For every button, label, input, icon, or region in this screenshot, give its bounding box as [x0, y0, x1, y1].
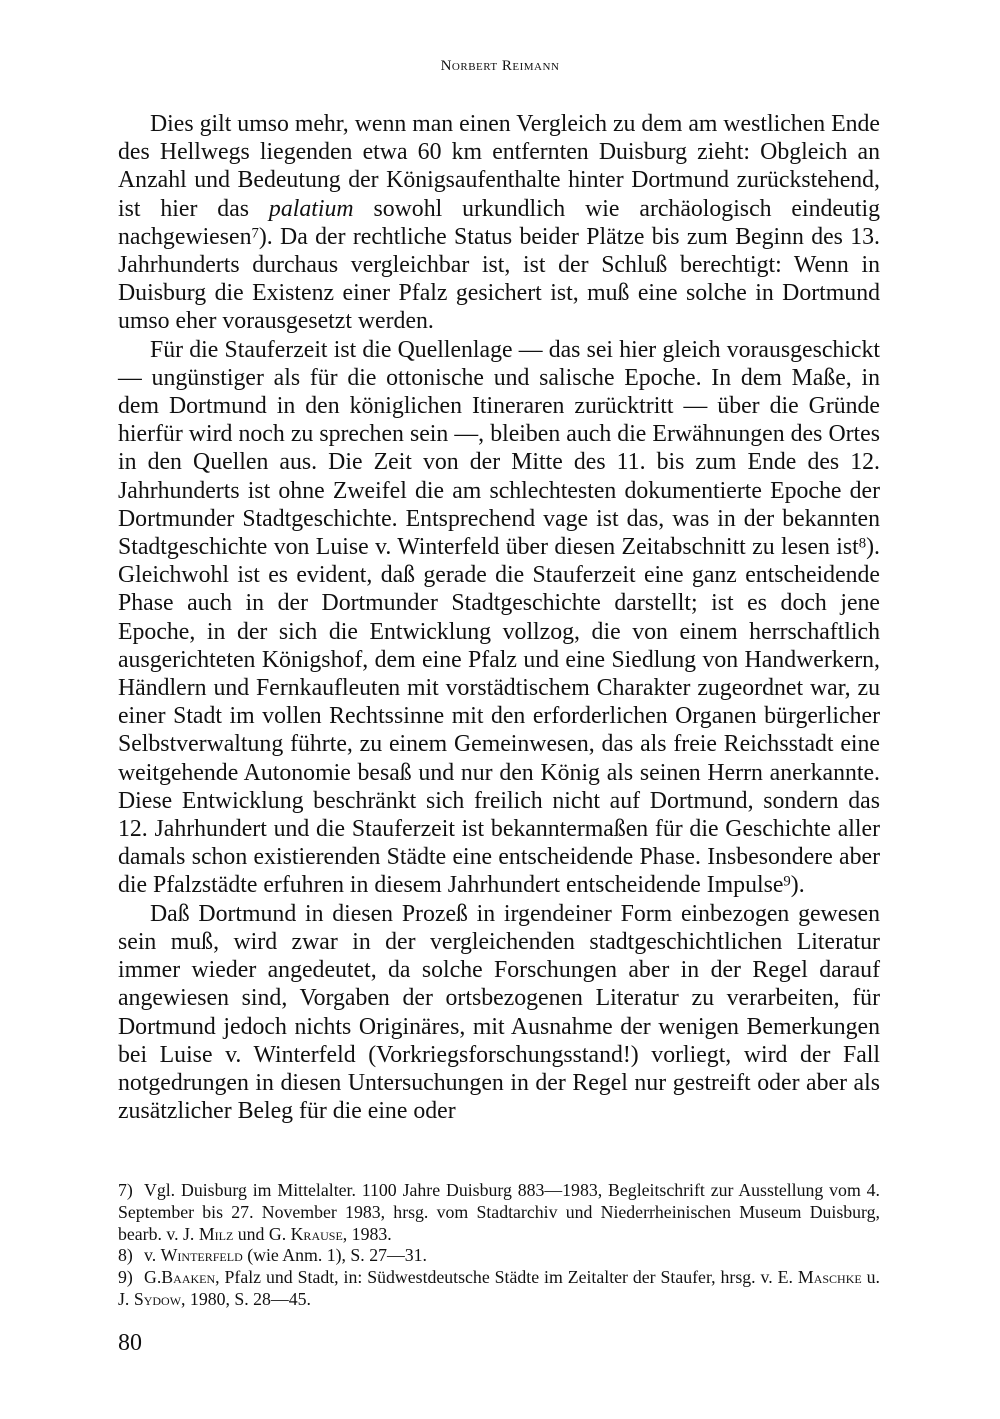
- footnote-9-text-d: , 1980, S. 28—45.: [181, 1288, 311, 1309]
- paragraph-1: [118, 110, 880, 336]
- footnote-7: [118, 1180, 880, 1245]
- paragraph-2: [118, 336, 880, 900]
- footnote-8: [118, 1245, 880, 1267]
- footnote-9-text-b: , Pfalz und Stadt, in: Südwestdeutsche Städte im Zeitalter der Staufer, hrsg. v. E.: [215, 1267, 798, 1288]
- paragraph-1-italic-term: palatium: [268, 195, 354, 222]
- footnote-9: [118, 1267, 880, 1311]
- footnote-ref-7: 7: [251, 225, 259, 242]
- footnote-9-text-a: G.: [144, 1267, 162, 1288]
- running-title: Norbert Reimann: [440, 58, 560, 74]
- footnote-8-text-a: v.: [144, 1245, 161, 1266]
- paragraph-2-text-c: ).: [790, 872, 805, 899]
- footnote-9-author-2: Maschke: [797, 1267, 862, 1288]
- paragraph-3: [118, 900, 880, 1126]
- footnote-7-author-2: Krause: [290, 1223, 343, 1244]
- footnote-ref-9: 9: [783, 873, 791, 890]
- footnote-9-text-c: u. J.: [118, 1267, 881, 1309]
- footnote-7-text-b: und G.: [233, 1223, 291, 1244]
- paragraph-3-text: Daß Dortmund in diesen Prozeß in irgendeiner Form einbezogen gewesen sein muß, wird zwar in der vergleichenden stadtgeschichtlichen Literatur immer wieder angedeutet, da solche Forschungen aber in der Regel darauf angewiesen sind, Vorgaben der ortsbezogenen Literatur zu verarbeiten, für Dortmund jedoch nichts Originäres, mit Ausnahme der wenigen Bemerkungen bei Luise v. Winterfeld (Vorkriegsforschungsstand!) vorliegt, wird der Fall notgedrungen in diesen Untersuchungen in der Regel nur gestreift oder aber als zusätzlicher Beleg für die eine oder: [118, 900, 880, 1125]
- footnote-7-author-1: Milz: [198, 1223, 234, 1244]
- footnote-ref-8: 8: [858, 535, 867, 552]
- footnote-8-marker: 8): [118, 1245, 133, 1266]
- footnote-8-text-b: (wie Anm. 1), S. 27—31.: [242, 1245, 427, 1266]
- footnote-7-marker: 7): [118, 1180, 133, 1200]
- footnote-7-text-a: Vgl. Duisburg im Mittelalter. 1100 Jahre Duisburg 883—1983, Begleitschrift zur Ausstellung vom 4. September bis 27. November 1983, hrsg. vom Stadtarchiv und Niederrheinischen Museum Duisburg, bearb. v. J.: [118, 1180, 880, 1244]
- page-number: 80: [118, 1330, 142, 1356]
- paragraph-2-text-b: ). Gleichwohl ist es evident, daß gerade die Stauferzeit eine ganz entscheidende Phase auch in der Dortmunder Stadtgeschichte darstellt; ist es doch jene Epoche, in der sich die Entwicklung vollzog, die von einem herrschaftlich ausgerichteten Königshof, dem eine Pfalz und eine Siedlung von Handwerkern, Händlern und Fernkaufleuten mit vorstädtischem Charakter zugeordnet war, zu einer Stadt im vollen Rechtssinne mit den erforderlichen Organen bürgerlicher Selbstverwaltung führte, zu einem Gemeinwesen, das als freie Reichsstadt eine weitgehende Autonomie besaß und nur den König als seinen Herrn anerkannte. Diese Entwicklung beschränkt sich freilich nicht auf Dortmund, sondern das 12. Jahrhundert und die Stauferzeit ist bekanntermaßen für die Geschichte aller damals schon existierenden Städte eine entscheidende Phase. Insbesondere aber die Pfalzstädte erfuhren in diesem Jahrhundert entscheidende Impulse: [118, 534, 880, 899]
- footnote-7-text-c: , 1983.: [342, 1223, 392, 1244]
- main-text: [118, 110, 880, 1125]
- paragraph-1-text-b: sowohl urkundlich wie archäologisch eindeutig nachgewiesen: [118, 195, 880, 250]
- running-header: [0, 58, 1000, 75]
- paragraph-1-text-a: Dies gilt umso mehr, wenn man einen Vergleich zu dem am westlichen Ende des Hellwegs liegenden etwa 60 km entfernten Duisburg zieht: Obgleich an Anzahl und Bedeutung der Königsaufenthalte hinter Dortmund zurückstehend, ist hier das: [118, 111, 880, 222]
- footnote-9-author-3: Sydow: [133, 1288, 182, 1309]
- footnotes: [118, 1180, 880, 1311]
- footnote-9-author-1: Baaken: [161, 1267, 216, 1288]
- paragraph-1-text-c: ). Da der rechtliche Status beider Plätze bis zum Beginn des 13. Jahrhunderts durchaus vergleichbar ist, ist der Schluß berechtigt: Wenn in Duisburg die Existenz einer Pfalz gesichert ist, muß eine solche in Dortmund umso eher vorausgesetzt werden.: [118, 223, 880, 335]
- footnote-8-author-1: Winterfeld: [160, 1245, 243, 1266]
- footnote-9-marker: 9): [118, 1267, 133, 1288]
- paragraph-2-text-a: Für die Stauferzeit ist die Quellenlage — das sei hier gleich vorausgeschickt — ungünstiger als für die ottonische und salische Epoche. In dem Maße, in dem Dortmund in den königlichen Itineraren zurücktritt — über die Gründe hierfür wird noch zu sprechen sein —, bleiben auch die Erwähnungen des Ortes in den Quellen aus. Die Zeit von der Mitte des 11. bis zum Ende des 12. Jahrhunderts ist ohne Zweifel die am schlechtesten dokumentierte Epoche der Dortmunder Stadtgeschichte. Entsprechend vage ist das, was in der bekannten Stadtgeschichte von Luise v. Winterfeld über diesen Zeitabschnitt zu lesen ist: [118, 336, 880, 561]
